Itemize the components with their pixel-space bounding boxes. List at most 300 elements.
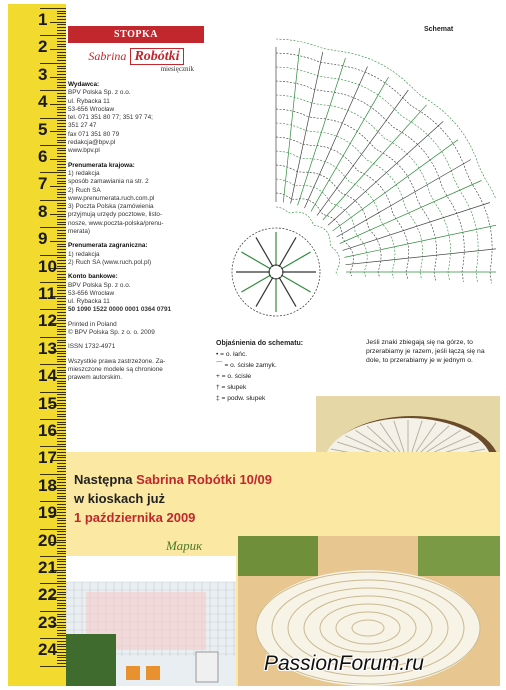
ruler-tick [57, 85, 66, 86]
ruler-tick [57, 257, 66, 258]
ruler-tick [57, 389, 66, 390]
diagram-note: Jeśli znaki zbiegają się na górze, to przerabiamy je razem, jeśli łączą się na dole, to przerabiamy je w jednym o. [366, 339, 485, 364]
ruler-tick [57, 41, 66, 42]
ruler-tick [57, 463, 66, 464]
ruler-tick [50, 159, 66, 160]
imprint-line: BPV Polska Sp. z o.o. [68, 281, 131, 289]
ruler-tick [57, 482, 66, 483]
ruler-number: 5 [38, 119, 48, 139]
ruler-tick [57, 11, 66, 12]
imprint-line: ul. Rybacka 11 [68, 97, 110, 105]
publisher-heading: Wydawca: [68, 81, 100, 88]
ruler-tick [40, 145, 66, 146]
next-issue-promo [66, 452, 500, 686]
ruler-tick [57, 646, 66, 647]
ruler-tick [57, 353, 66, 354]
stopka-header: STOPKA [68, 26, 204, 43]
ruler-tick [50, 104, 66, 105]
ruler-tick [57, 455, 66, 456]
legend [216, 338, 346, 404]
ruler-tick [57, 444, 66, 445]
ruler-tick [57, 589, 66, 590]
ruler-tick [50, 77, 66, 78]
ruler-tick [57, 660, 66, 661]
ruler-tick [57, 329, 66, 330]
ruler-tick [40, 501, 66, 502]
ruler-tick [57, 13, 66, 14]
watermark-marik: Марик [166, 538, 203, 553]
ruler-tick [57, 361, 66, 362]
ruler-tick [57, 107, 66, 108]
ruler-tick [57, 403, 66, 404]
ruler-tick [40, 172, 66, 173]
ruler-tick [57, 170, 66, 171]
legend-text: = o. łańc. [220, 351, 248, 358]
ruler-tick [57, 655, 66, 656]
ruler-tick [57, 211, 66, 212]
ruler-tick [40, 282, 66, 283]
domestic-subscription-block [68, 162, 204, 237]
ruler-tick [57, 485, 66, 486]
ruler-number: 21 [38, 558, 57, 577]
ruler-tick [57, 540, 66, 541]
ruler-tick [57, 619, 66, 620]
issn: ISSN 1732-4971 [68, 343, 116, 351]
ruler-tick [57, 663, 66, 664]
ruler-tick [50, 22, 66, 23]
ruler-tick [57, 189, 66, 190]
ruler-tick [57, 427, 66, 428]
ruler-tick [57, 334, 66, 335]
ruler-tick [57, 293, 66, 294]
ruler-tick [57, 359, 66, 360]
ruler-tick [57, 348, 66, 349]
ruler-tick [57, 194, 66, 195]
ruler-number: 16 [38, 421, 57, 440]
ruler-tick [57, 285, 66, 286]
ruler-tick [40, 63, 66, 64]
ruler-tick [57, 19, 66, 20]
ruler-tick [57, 331, 66, 332]
imprint-line: BPV Polska Sp. z o.o. [68, 89, 131, 97]
ruler-tick [40, 8, 66, 9]
logo-sabrina: Sabrina [88, 49, 127, 63]
ruler-tick [57, 216, 66, 217]
ruler-tick [57, 635, 66, 636]
ruler-number: 1 [38, 10, 48, 29]
imprint-line: 2) Ruch SA (www.ruch.pol.pl) [68, 258, 152, 266]
imprint-line: 3) Poczta Polska (zamówienia [68, 203, 154, 211]
bank-account-block [68, 273, 204, 314]
ruler-tick [57, 57, 66, 58]
ruler-tick [57, 246, 66, 247]
ruler-tick [57, 622, 66, 623]
promo-magazine: Sabrina Robótki 10/09 [136, 472, 272, 487]
ruler-tick [57, 616, 66, 617]
ruler-tick [57, 498, 66, 499]
ruler-number: 6 [38, 147, 48, 166]
ruler-tick [57, 537, 66, 538]
measuring-ruler [8, 4, 66, 686]
ruler-tick [57, 641, 66, 642]
ruler-tick [57, 46, 66, 47]
ruler-tick [57, 520, 66, 521]
ruler-tick [40, 90, 66, 91]
ruler-number: 18 [38, 475, 57, 495]
ruler-tick [57, 509, 66, 510]
promo-line2: w kioskach już [74, 491, 166, 506]
plus-icon: + [216, 373, 220, 380]
ruler-tick [57, 274, 66, 275]
ruler-number: 9 [38, 229, 48, 249]
ruler-tick [57, 441, 66, 442]
ruler-tick [57, 304, 66, 305]
ruler-tick [57, 112, 66, 113]
ruler-tick [57, 627, 66, 628]
ruler-tick [57, 260, 66, 261]
imprint-line: 53-656 Wrocław [68, 289, 115, 297]
ruler-tick [57, 496, 66, 497]
ruler-number: 13 [38, 338, 57, 358]
legend-item-dc [216, 382, 346, 393]
ruler-tick [57, 345, 66, 346]
ruler-tick [57, 320, 66, 321]
imprint-line: 1) redakcja [68, 250, 100, 258]
ruler-tick [57, 98, 66, 99]
ruler-tick [57, 134, 66, 135]
ruler-tick [57, 74, 66, 75]
imprint-line: www.bpv.pl [68, 147, 100, 155]
ruler-tick [50, 131, 66, 132]
ruler-number: 24 [38, 640, 57, 660]
imprint-line: prawem autorskim. [68, 374, 122, 382]
ruler-tick [40, 583, 66, 584]
ruler-tick [57, 457, 66, 458]
ruler-tick [40, 35, 66, 36]
ruler-tick [57, 252, 66, 253]
ruler-tick [57, 82, 66, 83]
logo-subtitle: miesięcznik [160, 65, 194, 73]
ruler-tick [57, 16, 66, 17]
double-dagger-icon: ‡ [216, 395, 220, 402]
imprint-line: sposób zamawiania na str. 2 [68, 178, 149, 186]
imprint-line: Printed in Poland [68, 320, 117, 328]
legend-title: Objaśnienia do schematu: [216, 340, 304, 347]
imprint-line: redakcja@bpv.pl [68, 139, 116, 147]
ruler-tick [57, 559, 66, 560]
publisher-block [68, 81, 204, 156]
ruler-tick [57, 526, 66, 527]
ruler-tick [57, 235, 66, 236]
ruler-tick [57, 244, 66, 245]
ruler-tick [57, 298, 66, 299]
ruler-tick [57, 101, 66, 102]
legend-text: = słupek [221, 384, 247, 391]
ruler-tick [57, 307, 66, 308]
ruler-tick [57, 96, 66, 97]
ruler-tick [50, 241, 66, 242]
dot-icon: • [216, 351, 219, 358]
ruler-tick [57, 167, 66, 168]
ruler-tick [57, 370, 66, 371]
imprint-line: www.prenumerata.ruch.com.pl [68, 194, 155, 202]
ruler-number: 14 [38, 366, 57, 386]
ruler-tick [50, 49, 66, 50]
ruler-tick [57, 318, 66, 319]
ruler-tick [57, 614, 66, 615]
ruler-tick [57, 424, 66, 425]
ruler-tick [57, 24, 66, 25]
imprint-line: mieszczone modele są chronione [68, 365, 163, 373]
ruler-number: 3 [38, 64, 48, 84]
ruler-number: 8 [38, 201, 48, 221]
ruler-tick [57, 233, 66, 234]
ruler-tick [57, 148, 66, 149]
ruler-tick [57, 175, 66, 176]
ruler-tick [57, 208, 66, 209]
legend-item-slip [216, 360, 346, 371]
ruler-tick [57, 381, 66, 382]
ruler-tick [57, 411, 66, 412]
ruler-number: 12 [38, 311, 57, 331]
ruler-tick [57, 394, 66, 395]
ruler-tick [57, 153, 66, 154]
ruler-tick [57, 290, 66, 291]
ruler-number: 11 [38, 284, 56, 303]
ruler-tick [57, 561, 66, 562]
ruler-tick [57, 87, 66, 88]
ruler-tick [57, 545, 66, 546]
ruler-tick [57, 435, 66, 436]
bank-heading: Konto bankowe: [68, 273, 118, 281]
ruler-tick [57, 219, 66, 220]
ruler-tick [40, 337, 66, 338]
ruler-tick [57, 205, 66, 206]
ruler-tick [50, 214, 66, 215]
ruler-tick [57, 356, 66, 357]
bank-account-number: 50 1090 1522 0000 0001 0364 0791 [68, 306, 172, 314]
ruler-number: 22 [38, 585, 57, 605]
ruler-tick [40, 309, 66, 310]
foreign-heading: Prenumerata zagraniczna: [68, 242, 148, 250]
ruler-tick [57, 592, 66, 593]
ruler-tick [57, 30, 66, 31]
legend-item-chain [216, 349, 346, 360]
ruler-tick [57, 340, 66, 341]
ruler-number: 10 [38, 256, 57, 276]
ruler-tick [57, 120, 66, 121]
magazine-logo [68, 47, 204, 73]
ruler-tick [57, 633, 66, 634]
ruler-number: 2 [38, 37, 48, 57]
ruler-tick [57, 644, 66, 645]
ruler-tick [57, 123, 66, 124]
imprint-column [68, 26, 204, 389]
ruler-tick [57, 375, 66, 376]
ruler-tick [57, 33, 66, 34]
ruler-number: 7 [38, 174, 48, 194]
ruler-number: 23 [38, 612, 57, 632]
ruler-tick [40, 200, 66, 201]
ruler-tick [57, 372, 66, 373]
ruler-tick [57, 197, 66, 198]
promo-prefix: Następna [74, 472, 133, 487]
ruler-tick [57, 266, 66, 267]
dagger-icon: † [216, 384, 220, 391]
promo-text [74, 470, 272, 527]
ruler-tick [57, 137, 66, 138]
ruler-tick [57, 479, 66, 480]
ruler-number: 15 [38, 393, 57, 413]
ruler-tick [57, 605, 66, 606]
ruler-tick [57, 449, 66, 450]
legend-item-sc [216, 371, 346, 382]
ruler-tick [57, 230, 66, 231]
ruler-tick [40, 364, 66, 365]
ruler-tick [57, 581, 66, 582]
ruler-tick [57, 44, 66, 45]
magazine-page [66, 4, 500, 686]
ruler-tick [57, 551, 66, 552]
ruler-tick [57, 161, 66, 162]
imprint-line: tel. 071 351 80 77; 351 97 74; [68, 114, 153, 122]
legend-text: = o. ścisłe zamyk. [224, 362, 277, 369]
ruler-tick [40, 556, 66, 557]
ruler-tick [40, 227, 66, 228]
imprint-line: 53-656 Wrocław [68, 105, 115, 113]
ruler-tick [57, 600, 66, 601]
ruler-tick [40, 529, 66, 530]
ruler-tick [57, 150, 66, 151]
ruler-tick [40, 638, 66, 639]
ruler-tick [57, 630, 66, 631]
ruler-tick [57, 142, 66, 143]
ruler-tick [57, 126, 66, 127]
ruler-tick [57, 140, 66, 141]
ruler-tick [40, 446, 66, 447]
ruler-tick [57, 263, 66, 264]
ruler-tick [57, 452, 66, 453]
ruler-tick [57, 386, 66, 387]
ruler-tick [57, 27, 66, 28]
ruler-tick [57, 422, 66, 423]
ruler-tick [57, 438, 66, 439]
curtain-photo [66, 556, 236, 686]
ruler-tick [57, 367, 66, 368]
ruler-tick [50, 186, 66, 187]
ruler-tick [57, 504, 66, 505]
ruler-tick [57, 326, 66, 327]
ruler-tick [57, 490, 66, 491]
domestic-heading: Prenumerata krajowa: [68, 161, 135, 169]
ruler-tick [57, 400, 66, 401]
ruler-tick [40, 392, 66, 393]
diagram-label: Schemat [424, 26, 454, 33]
ruler-tick [57, 430, 66, 431]
ruler-tick [57, 383, 66, 384]
rights-block [68, 358, 204, 383]
ruler-tick [57, 657, 66, 658]
imprint-body [68, 81, 204, 383]
legend-text: = podw. słupek [221, 395, 266, 402]
ruler-tick [57, 224, 66, 225]
ruler-tick [57, 572, 66, 573]
ruler-tick [57, 507, 66, 508]
ruler-number: 17 [38, 448, 57, 468]
ruler-tick [57, 649, 66, 650]
ruler-tick [57, 567, 66, 568]
legend-text: = o. ścisłe [221, 373, 252, 380]
ruler-tick [57, 301, 66, 302]
ruler-tick [57, 238, 66, 239]
ruler-tick [57, 564, 66, 565]
ruler-tick [57, 183, 66, 184]
ruler-tick [57, 277, 66, 278]
promo-date: 1 października 2009 [74, 510, 196, 525]
ruler-tick [57, 312, 66, 313]
ruler-tick [57, 164, 66, 165]
ruler-tick [57, 493, 66, 494]
imprint-line: nosze, www.poczta-polska/prenu- [68, 219, 164, 227]
ruler-tick [57, 575, 66, 576]
ruler-tick [57, 315, 66, 316]
ruler-tick [57, 222, 66, 223]
imprint-line: © BPV Polska Sp. z o. o. 2009 [68, 329, 155, 337]
ruler-tick [57, 416, 66, 417]
foreign-subscription-block [68, 242, 204, 267]
watermark-passionforum: PassionForum.ru [264, 652, 424, 675]
ruler-tick [57, 287, 66, 288]
ruler-tick [40, 255, 66, 256]
imprint-line: przyjmują urzędy pocztowe, listo- [68, 211, 163, 219]
ruler-tick [57, 71, 66, 72]
ruler-tick [57, 60, 66, 61]
ruler-tick [57, 68, 66, 69]
ruler-tick [57, 414, 66, 415]
ruler-tick [40, 419, 66, 420]
ruler-tick [40, 474, 66, 475]
ruler-tick [57, 178, 66, 179]
ruler-tick [57, 578, 66, 579]
arc-icon: ⌒ [216, 362, 223, 369]
ruler-tick [57, 603, 66, 604]
ruler-tick [57, 408, 66, 409]
imprint-line: Wszystkie prawa zastrzeżone. Za- [68, 357, 166, 365]
ruler-tick [57, 129, 66, 130]
logo-robotki: Robótki [130, 48, 183, 65]
ruler-tick [57, 477, 66, 478]
ruler-tick [57, 115, 66, 116]
ruler-tick [57, 181, 66, 182]
ruler-tick [57, 512, 66, 513]
ruler-tick [57, 548, 66, 549]
ruler-tick [57, 271, 66, 272]
ruler-tick [57, 79, 66, 80]
ruler-tick [57, 66, 66, 67]
ruler-tick [57, 468, 66, 469]
ruler-tick [57, 156, 66, 157]
ruler-tick [57, 471, 66, 472]
ruler-tick [57, 93, 66, 94]
ruler-tick [40, 666, 66, 667]
ruler-tick [57, 192, 66, 193]
ruler-tick [57, 52, 66, 53]
ruler-tick [57, 518, 66, 519]
ruler-tick [57, 397, 66, 398]
ruler-tick [57, 594, 66, 595]
ruler-tick [57, 534, 66, 535]
ruler-tick [57, 203, 66, 204]
